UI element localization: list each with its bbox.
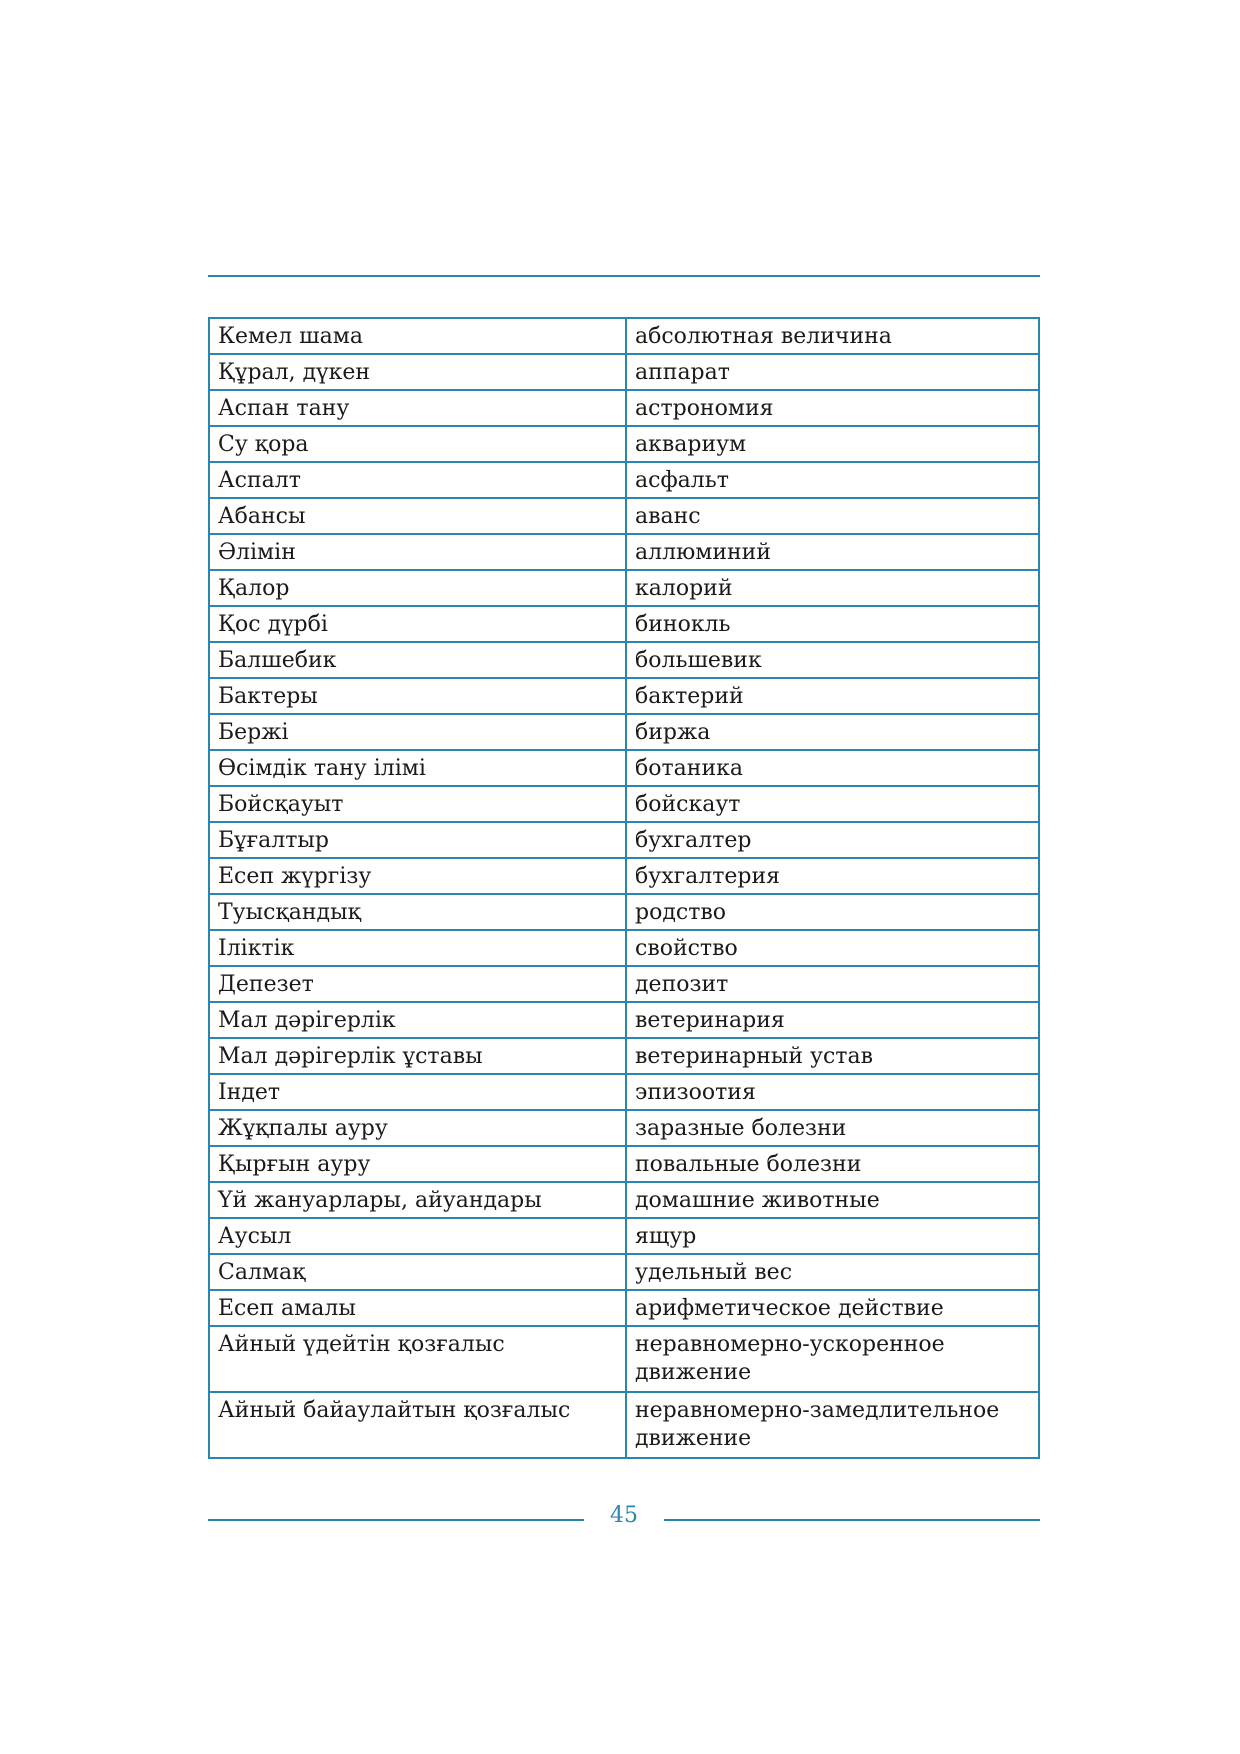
table-row xyxy=(209,1182,1039,1218)
table-row xyxy=(209,714,1039,750)
table-row xyxy=(209,786,1039,822)
table-row xyxy=(209,678,1039,714)
russian-term: свойство xyxy=(626,930,1039,966)
russian-term: ветеринария xyxy=(626,1002,1039,1038)
kazakh-term: Құрал, дүкен xyxy=(209,354,626,390)
russian-term: бойскаут xyxy=(626,786,1039,822)
kazakh-term: Есеп амалы xyxy=(209,1290,626,1326)
kazakh-term: Қырғын ауру xyxy=(209,1146,626,1182)
table-row xyxy=(209,894,1039,930)
kazakh-term: Жұқпалы ауру xyxy=(209,1110,626,1146)
kazakh-term: Су қора xyxy=(209,426,626,462)
russian-term: удельный вес xyxy=(626,1254,1039,1290)
russian-term: аппарат xyxy=(626,354,1039,390)
table-row xyxy=(209,570,1039,606)
header-rule xyxy=(208,275,1040,277)
kazakh-term: Бұғалтыр xyxy=(209,822,626,858)
glossary-table xyxy=(208,317,1040,1459)
russian-term: аванс xyxy=(626,498,1039,534)
table-row xyxy=(209,426,1039,462)
russian-term: домашние животные xyxy=(626,1182,1039,1218)
kazakh-term: Мал дәрігерлік ұставы xyxy=(209,1038,626,1074)
table-row xyxy=(209,858,1039,894)
russian-term: депозит xyxy=(626,966,1039,1002)
russian-term: ботаника xyxy=(626,750,1039,786)
table-row xyxy=(209,1290,1039,1326)
kazakh-term: Өсімдік тану ілімі xyxy=(209,750,626,786)
table-row xyxy=(209,498,1039,534)
table-row xyxy=(209,354,1039,390)
russian-term: ящур xyxy=(626,1218,1039,1254)
table-row xyxy=(209,1218,1039,1254)
russian-term: неравномерно-замедлительное движение xyxy=(626,1392,1039,1458)
kazakh-term: Есеп жүргізу xyxy=(209,858,626,894)
kazakh-term: Үй жануарлары, айуандары xyxy=(209,1182,626,1218)
kazakh-term: Кемел шама xyxy=(209,318,626,354)
table-row xyxy=(209,390,1039,426)
russian-term: бактерий xyxy=(626,678,1039,714)
kazakh-term: Айный үдейтін қозғалыс xyxy=(209,1326,626,1392)
table-row xyxy=(209,642,1039,678)
kazakh-term: Аусыл xyxy=(209,1218,626,1254)
russian-term: абсолютная величина xyxy=(626,318,1039,354)
russian-term: арифметическое действие xyxy=(626,1290,1039,1326)
table-row xyxy=(209,1002,1039,1038)
table-row xyxy=(209,1254,1039,1290)
table-row xyxy=(209,1038,1039,1074)
table-row xyxy=(209,606,1039,642)
russian-term: бухгалтерия xyxy=(626,858,1039,894)
footer-rule-left xyxy=(208,1519,584,1521)
russian-term: асфальт xyxy=(626,462,1039,498)
table-row xyxy=(209,930,1039,966)
kazakh-term: Айный байаулайтын қозғалыс xyxy=(209,1392,626,1458)
russian-term: повальные болезни xyxy=(626,1146,1039,1182)
table-row xyxy=(209,1110,1039,1146)
kazakh-term: Салмақ xyxy=(209,1254,626,1290)
table-row xyxy=(209,534,1039,570)
kazakh-term: Туысқандық xyxy=(209,894,626,930)
table-row xyxy=(209,462,1039,498)
table-row xyxy=(209,1146,1039,1182)
russian-term: эпизоотия xyxy=(626,1074,1039,1110)
table-row xyxy=(209,1074,1039,1110)
russian-term: аквариум xyxy=(626,426,1039,462)
russian-term: заразные болезни xyxy=(626,1110,1039,1146)
table-row xyxy=(209,1392,1039,1458)
kazakh-term: Қалор xyxy=(209,570,626,606)
kazakh-term: Іліктік xyxy=(209,930,626,966)
russian-term: ветеринарный устав xyxy=(626,1038,1039,1074)
russian-term: родство xyxy=(626,894,1039,930)
table-row xyxy=(209,1326,1039,1392)
kazakh-term: Абансы xyxy=(209,498,626,534)
page-number: 45 xyxy=(610,1503,638,1528)
table-row xyxy=(209,318,1039,354)
russian-term: калорий xyxy=(626,570,1039,606)
kazakh-term: Балшебик xyxy=(209,642,626,678)
footer-rule-right xyxy=(664,1519,1040,1521)
kazakh-term: Әлімін xyxy=(209,534,626,570)
russian-term: астрономия xyxy=(626,390,1039,426)
russian-term: биржа xyxy=(626,714,1039,750)
kazakh-term: Қос дүрбі xyxy=(209,606,626,642)
russian-term: бинокль xyxy=(626,606,1039,642)
kazakh-term: Бержі xyxy=(209,714,626,750)
table-row xyxy=(209,750,1039,786)
kazakh-term: Мал дәрігерлік xyxy=(209,1002,626,1038)
kazakh-term: Аспан тану xyxy=(209,390,626,426)
kazakh-term: Аспалт xyxy=(209,462,626,498)
table-row xyxy=(209,822,1039,858)
table-row xyxy=(209,966,1039,1002)
russian-term: большевик xyxy=(626,642,1039,678)
russian-term: неравномерно-ускоренное движение xyxy=(626,1326,1039,1392)
kazakh-term: Депезет xyxy=(209,966,626,1002)
russian-term: аллюминий xyxy=(626,534,1039,570)
kazakh-term: Бойсқауыт xyxy=(209,786,626,822)
kazakh-term: Бактеры xyxy=(209,678,626,714)
kazakh-term: Індет xyxy=(209,1074,626,1110)
russian-term: бухгалтер xyxy=(626,822,1039,858)
